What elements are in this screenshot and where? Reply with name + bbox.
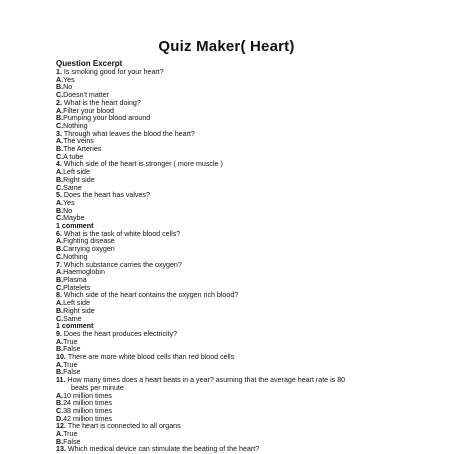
option-text: Haemoglobin [63, 268, 105, 277]
option-text: The veins [63, 137, 94, 146]
option-text: Nothing [63, 252, 88, 261]
option-letter: A. [56, 237, 64, 246]
question-text-continuation: beats per minute [71, 383, 124, 392]
option-text: Pumping your blood around [63, 114, 151, 123]
question-number: 8. [56, 291, 62, 300]
option-letter: B. [56, 399, 64, 408]
option-text: Doesn't matter [63, 91, 109, 100]
question-item [56, 131, 416, 139]
question-text: Is smoking good for your heart? [63, 68, 164, 76]
question-text: Which side of the heart is stronger ( more muscle ) [63, 160, 223, 169]
question-number: 11. [56, 376, 66, 385]
question-text: Which substance carries the oxygen? [63, 260, 182, 269]
question-item [56, 423, 416, 431]
option-letter: C. [56, 406, 64, 415]
question-excerpt [56, 59, 416, 454]
option-text: Carrying oxygen [63, 245, 115, 254]
option-letter: C. [56, 183, 64, 192]
option-text: Maybe [63, 214, 85, 223]
option-text: Filter your blood [63, 106, 114, 115]
option-text: 10 million times [63, 391, 112, 400]
option-letter: C. [56, 252, 64, 261]
option-text: Same [63, 183, 82, 192]
answer-option [56, 339, 416, 347]
question-text: Which medical device can stimulate the beating of the heart? [67, 445, 260, 454]
answer-option [56, 246, 416, 254]
option-letter: C. [56, 214, 64, 223]
option-letter: B. [56, 345, 64, 354]
question-text: What is the task of white blood cells? [63, 229, 181, 238]
answer-option [56, 277, 416, 285]
option-text: True [63, 337, 78, 346]
option-letter: A. [56, 337, 64, 346]
option-letter: B. [56, 83, 64, 92]
answer-option [56, 362, 416, 370]
question-number: 12. [56, 422, 66, 431]
section-title: Question Excerpt [56, 59, 123, 68]
option-text: Nothing [63, 121, 88, 130]
option-letter: A. [56, 299, 64, 308]
question-item [56, 354, 416, 362]
option-text: 42 million times [63, 414, 112, 423]
option-letter: B. [56, 175, 64, 184]
question-number: 3. [56, 129, 62, 138]
option-text: False [63, 368, 81, 377]
option-text: True [63, 430, 78, 439]
question-number: 1. [56, 68, 62, 76]
option-letter: A. [56, 268, 64, 277]
option-letter: A. [56, 75, 64, 84]
comment-count: 1 comment [56, 222, 94, 231]
answer-option [56, 431, 416, 439]
answer-option [56, 169, 416, 177]
option-text: Platelets [63, 283, 91, 292]
option-letter: B. [56, 206, 64, 215]
question-text: Does the heart produces electricity? [63, 329, 178, 338]
option-letter: B. [56, 368, 64, 377]
option-letter: B. [56, 114, 64, 123]
option-text: The Arteries [63, 145, 102, 154]
answer-option [56, 300, 416, 308]
question-text: Through what leaves the blood the heart? [63, 129, 195, 138]
document-title: Quiz Maker( Heart) [158, 38, 295, 55]
option-letter: A. [56, 168, 64, 177]
answer-option [56, 215, 416, 223]
option-text: 38 million times [63, 406, 112, 415]
option-letter: B. [56, 145, 64, 154]
option-text: 24 million times [63, 399, 112, 408]
option-letter: B. [56, 437, 64, 446]
comment-count: 1 comment [56, 322, 94, 331]
question-text: Does the heart has valves? [63, 191, 150, 200]
answer-option [56, 177, 416, 185]
option-text: Right side [63, 175, 95, 184]
question-list [56, 69, 416, 454]
question-number: 9. [56, 329, 62, 338]
option-letter: A. [56, 391, 64, 400]
answer-option [56, 146, 416, 154]
answer-option [56, 84, 416, 92]
option-text: Yes [63, 75, 75, 84]
option-text: False [63, 437, 81, 446]
question-item [56, 377, 416, 392]
question-number: 2. [56, 98, 62, 107]
answer-option [56, 308, 416, 316]
option-letter: B. [56, 306, 64, 315]
option-letter: B. [56, 245, 64, 254]
question-item [56, 262, 416, 270]
option-text: True [63, 360, 78, 369]
option-text: Yes [63, 198, 75, 207]
question-item [56, 292, 416, 300]
question-item [56, 192, 416, 200]
answer-option [56, 200, 416, 208]
option-letter: B. [56, 275, 64, 284]
option-letter: A. [56, 198, 64, 207]
question-number: 4. [56, 160, 62, 169]
question-item [56, 69, 416, 77]
question-text: Which side of the heart contains the oxygen rich blood? [63, 291, 239, 300]
question-item [56, 161, 416, 169]
option-letter: A. [56, 360, 64, 369]
question-number: 7. [56, 260, 62, 269]
option-text: Same [63, 314, 82, 323]
question-number: 5. [56, 191, 62, 200]
question-text: There are more white blood cells than red blood cells [67, 353, 235, 362]
option-text: No [63, 83, 73, 92]
question-text: The heart is connected to all organs [67, 422, 181, 431]
option-text: Fighting disease [63, 237, 115, 246]
option-letter: C. [56, 152, 64, 161]
answer-option [56, 115, 416, 123]
option-text: A tube [63, 152, 84, 161]
question-text: What is the heart doing? [63, 98, 141, 107]
option-letter: D. [56, 414, 64, 423]
answer-option [56, 77, 416, 85]
question-number: 13. [56, 445, 66, 454]
option-text: Left side [63, 168, 90, 177]
answer-option [56, 269, 416, 277]
option-letter: C. [56, 283, 64, 292]
option-letter: A. [56, 137, 64, 146]
option-letter: A. [56, 430, 64, 439]
answer-option [56, 208, 416, 216]
option-text: False [63, 345, 81, 354]
option-letter: C. [56, 121, 64, 130]
question-number: 10. [56, 353, 66, 362]
option-letter: C. [56, 91, 64, 100]
option-text: Plasma [63, 275, 87, 284]
question-text: How many times does a heart beats in a year? asuming that the average heart rate is 80 [67, 376, 346, 385]
option-letter: C. [56, 314, 64, 323]
answer-option [56, 138, 416, 146]
question-number: 6. [56, 229, 62, 238]
question-item [56, 331, 416, 339]
option-text: Right side [63, 306, 95, 315]
option-text: Left side [63, 299, 90, 308]
answer-option [56, 316, 416, 324]
option-letter: A. [56, 106, 64, 115]
option-text: No [63, 206, 73, 215]
